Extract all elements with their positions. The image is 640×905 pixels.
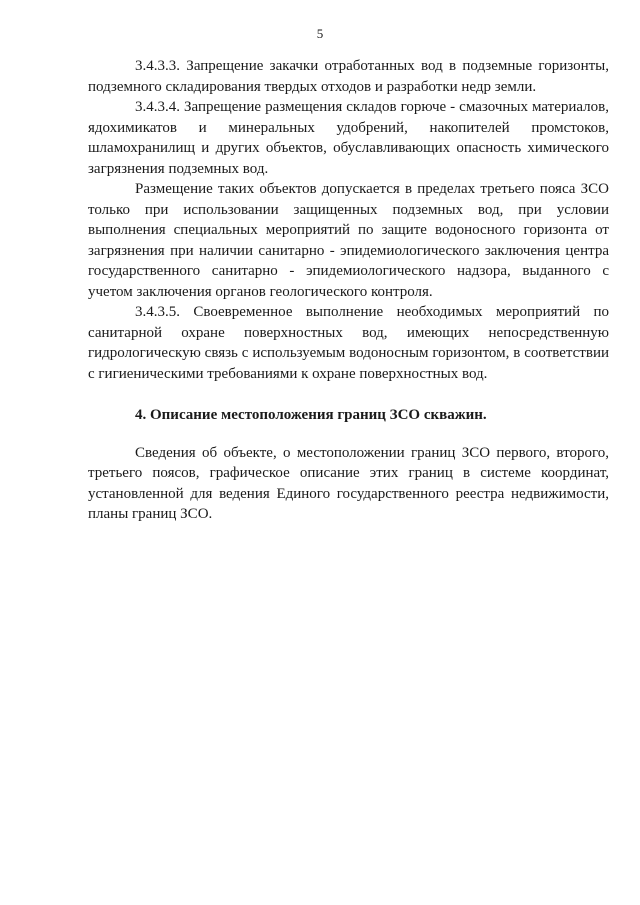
paragraph-3-4-3-3: 3.4.3.3. Запрещение закачки отработанных вод в подземные горизонты, подземного складирования твердых отходов и разработки недр земли. bbox=[88, 58, 609, 95]
paragraph-object-info: Сведения об объекте, о местоположении границ ЗСО первого, второго, третьего поясов, графическое описание этих границ в системе координат, установленной для ведения Единого государственного реестра недвижимости, планы границ ЗСО. bbox=[88, 444, 609, 522]
document-body bbox=[88, 56, 609, 525]
paragraph-placement-conditions: Размещение таких объектов допускается в пределах третьего пояса ЗСО только при использовании защищенных подземных вод, при условии выполнения специальных мероприятий по защите водоносного горизонта от загрязнения при наличии санитарно - эпидемиологического заключения центра государственного санитарно - эпидемиологического надзора, выданного с учетом заключения органов геологического контроля. bbox=[88, 181, 609, 300]
section-heading: 4. Описание местоположения границ ЗСО скважин. bbox=[135, 407, 487, 423]
page-number: 5 bbox=[316, 26, 324, 41]
paragraph-3-4-3-5: 3.4.3.5. Своевременное выполнение необходимых мероприятий по санитарной охране поверхностных вод, имеющих непосредственную гидрологическую связь с используемым водоносным горизонтом, в соответствии с гигиеническими требованиями к охране поверхностных вод. bbox=[88, 304, 609, 382]
paragraph-3-4-3-4: 3.4.3.4. Запрещение размещения складов горюче - смазочных материалов, ядохимикатов и минеральных удобрений, накопителей промстоков, шламохранилищ и других объектов, обуславливающих опасность химического загрязнения подземных вод. bbox=[88, 99, 609, 177]
